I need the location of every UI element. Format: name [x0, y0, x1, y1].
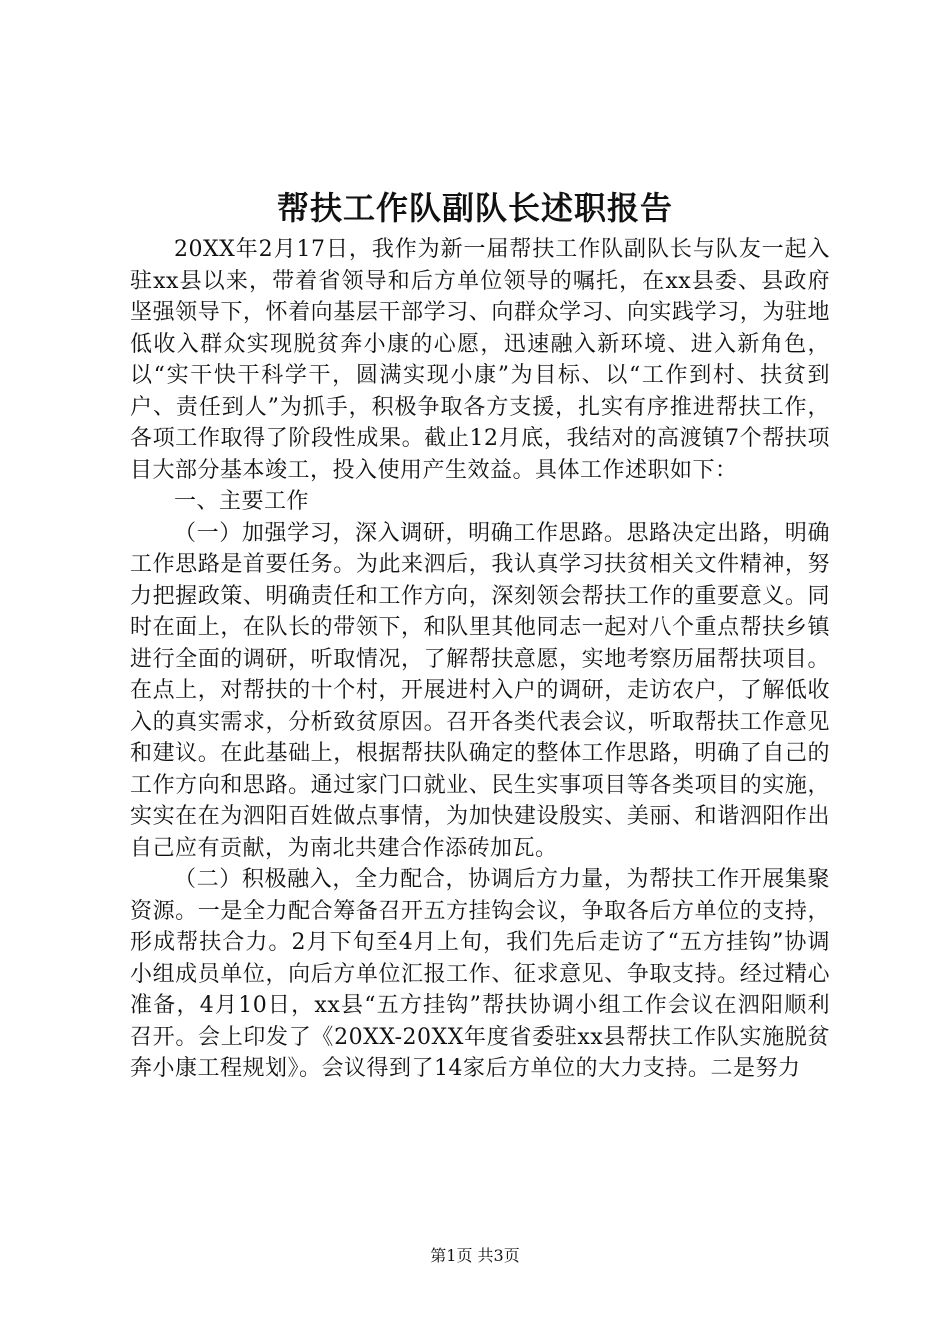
document-body [130, 234, 830, 1085]
subsection-1-paragraph: （一）加强学习，深入调研，明确工作思路。思路决定出路，明确工作思路是首要任务。为此来泗后，我认真学习扶贫相关文件精神，努力把握政策、明确责任和工作方向，深刻领会帮扶工作的重要意义。同时在面上，在队长的带领下，和队里其他同志一起对八个重点帮扶乡镇进行全面的调研，听取情况，了解帮扶意愿，实地考察历届帮扶项目。在点上，对帮扶的十个村，开展进村入户的调研，走访农户，了解低收入的真实需求，分析致贫原因。召开各类代表会议，听取帮扶工作意见和建议。在此基础上，根据帮扶队确定的整体工作思路，明确了自己的工作方向和思路。通过家门口就业、民生实事项目等各类项目的实施，实实在在为泗阳百姓做点事情，为加快建设殷实、美丽、和谐泗阳作出自己应有贡献，为南北共建合作添砖加瓦。 [130, 520, 830, 861]
document-title: 帮扶工作队副队长述职报告 [276, 189, 673, 227]
page-number-footer: 第1页 共3页 [430, 1246, 520, 1265]
section-heading: 一、主要工作 [174, 489, 310, 514]
intro-paragraph: 20XX年2月17日，我作为新一届帮扶工作队副队长与队友一起入驻xx县以来，带着省领导和后方单位领导的嘱托，在xx县委、县政府坚强领导下，怀着向基层干部学习、向群众学习、向实践学习，为驻地低收入群众实现脱贫奔小康的心愿，迅速融入新环境、进入新角色，以“实干快干科学干，圆满实现小康”为目标、以“工作到村、扶贫到户、责任到人”为抓手，积极争取各方支援，扎实有序推进帮扶工作，各项工作取得了阶段性成果。截止12月底，我结对的高渡镇7个帮扶项目大部分基本竣工，投入使用产生效益。具体工作述职如下： [130, 237, 830, 483]
subsection-2-paragraph: （二）积极融入，全力配合，协调后方力量，为帮扶工作开展集聚资源。一是全力配合筹备召开五方挂钩会议，争取各后方单位的支持，形成帮扶合力。2月下旬至4月上旬，我们先后走访了“五方挂钩”协调小组成员单位，向后方单位汇报工作、征求意见、争取支持。经过精心准备，4月10日，xx县“五方挂钩”帮扶协调小组工作会议在泗阳顺利召开。会上印发了《20XX-20XX年度省委驻xx县帮扶工作队实施脱贫奔小康工程规划》。会议得到了14家后方单位的大力支持。二是努力 [130, 867, 830, 1081]
